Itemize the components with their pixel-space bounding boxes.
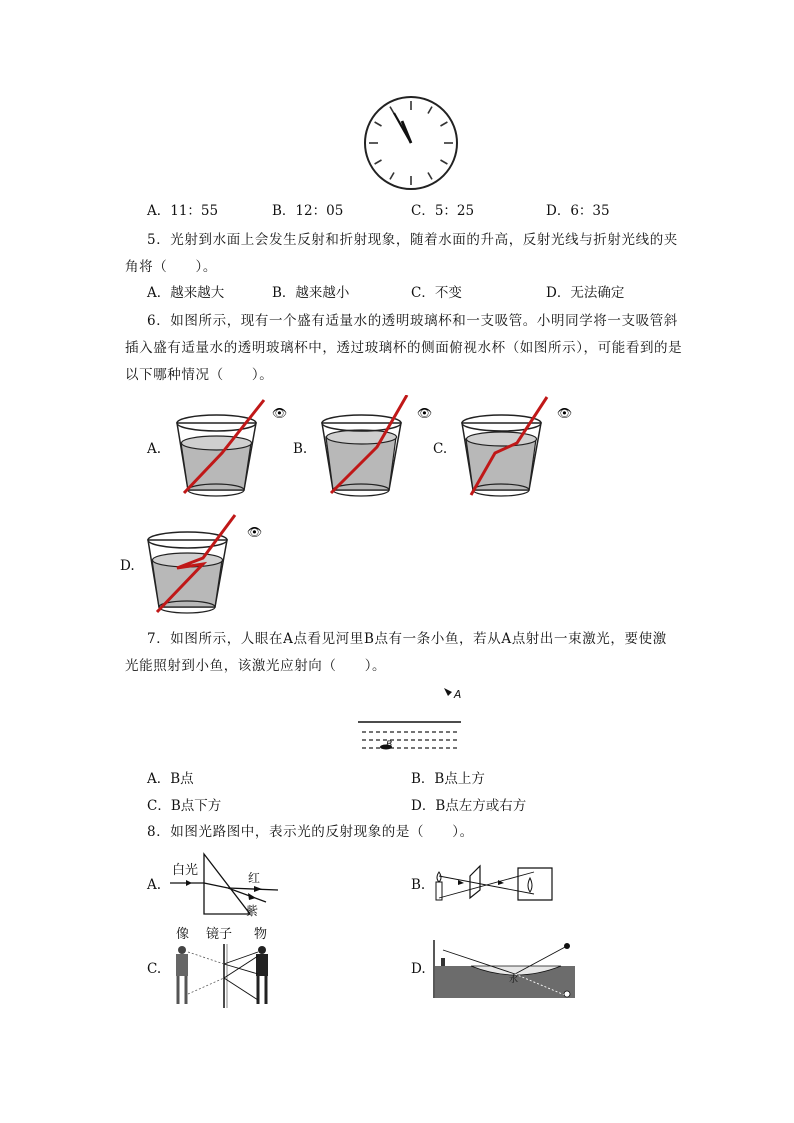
q8-figure-c bbox=[168, 928, 283, 1008]
q7-stem-line1: 7．如图所示，人眼在A点看见河里B点有一条小鱼，若从A点射出一束激光，要使激 bbox=[147, 631, 667, 647]
q7-point-a-label: A bbox=[454, 688, 462, 702]
q8c-object-label: 物 bbox=[254, 927, 268, 942]
q8c-mirror-label: 镜子 bbox=[206, 927, 233, 942]
q5-option-a: A．越来越大 bbox=[147, 285, 225, 301]
q7-option-c: C．B点下方 bbox=[147, 798, 222, 814]
q8-label-d: D. bbox=[411, 961, 426, 977]
q8a-white-light-label: 白光 bbox=[172, 863, 199, 878]
q6-label-a: A. bbox=[147, 441, 162, 457]
clock-figure bbox=[360, 95, 464, 195]
svg-text:👁: 👁 bbox=[417, 406, 433, 420]
q5-stem bbox=[125, 227, 685, 281]
svg-text:👁: 👁 bbox=[272, 406, 288, 420]
q6-figure-a bbox=[172, 395, 292, 505]
q8a-purple-label: 紫 bbox=[246, 904, 259, 918]
q5-stem-line1: 5．光射到水面上会发生反射和折射现象，随着水面的升高，反射光线与折射光线的夹 bbox=[147, 232, 678, 248]
q8-stem: 8．如图光路图中，表示光的反射现象的是（ ）。 bbox=[147, 824, 474, 840]
q6-label-d: D. bbox=[120, 558, 135, 574]
q7-figure bbox=[356, 680, 466, 762]
q7-option-a: A．B点 bbox=[147, 771, 194, 787]
q6-label-c: C. bbox=[433, 441, 448, 457]
q6-label-b: B. bbox=[293, 441, 308, 457]
q5-option-c: C．不变 bbox=[411, 285, 462, 301]
q8d-water-label: 水 bbox=[509, 975, 519, 985]
svg-text:👁: 👁 bbox=[247, 525, 263, 539]
q8c-image-label: 像 bbox=[176, 927, 190, 942]
q8-figure-d bbox=[431, 938, 576, 1000]
q4-option-d: D．6：35 bbox=[546, 203, 610, 219]
q4-option-b: B．12：05 bbox=[272, 203, 344, 219]
q7-stem bbox=[125, 626, 685, 680]
q7-option-b: B．B点上方 bbox=[411, 771, 485, 787]
q6-stem-line1: 6．如图所示，现有一个盛有适量水的透明玻璃杯和一支吸管。小明同学将一支吸管斜 bbox=[147, 313, 678, 329]
q5-option-d: D．无法确定 bbox=[546, 285, 625, 301]
svg-text:👁: 👁 bbox=[557, 406, 573, 420]
q6-stem-line2: 插入盛有适量水的透明玻璃杯中，透过玻璃杯的侧面俯视水杯（如图所示），可能看到的是 bbox=[125, 340, 683, 356]
q5-option-b: B．越来越小 bbox=[272, 285, 350, 301]
q8a-red-label: 红 bbox=[248, 871, 261, 885]
q7-stem-line2: 光能照射到小鱼，该激光应射向（ ）。 bbox=[125, 658, 387, 674]
q6-stem-line3: 以下哪种情况（ ）。 bbox=[125, 367, 274, 383]
q6-figure-b bbox=[317, 395, 437, 505]
q7-point-b-label: B bbox=[386, 740, 393, 751]
q4-option-c: C．5：25 bbox=[411, 203, 475, 219]
q8-label-c: C. bbox=[147, 961, 162, 977]
q8-label-b: B. bbox=[411, 877, 426, 893]
q8-figure-a bbox=[168, 850, 283, 920]
q6-figure-c bbox=[457, 395, 577, 505]
q7-option-d: D．B点左方或右方 bbox=[411, 798, 527, 814]
q5-stem-line2: 角将（ ）。 bbox=[125, 259, 217, 275]
q4-option-a: A．11：55 bbox=[147, 203, 219, 219]
q6-figure-d bbox=[143, 512, 273, 622]
q8-figure-b bbox=[430, 858, 555, 908]
q8-label-a: A. bbox=[147, 877, 162, 893]
q6-stem bbox=[125, 308, 685, 389]
